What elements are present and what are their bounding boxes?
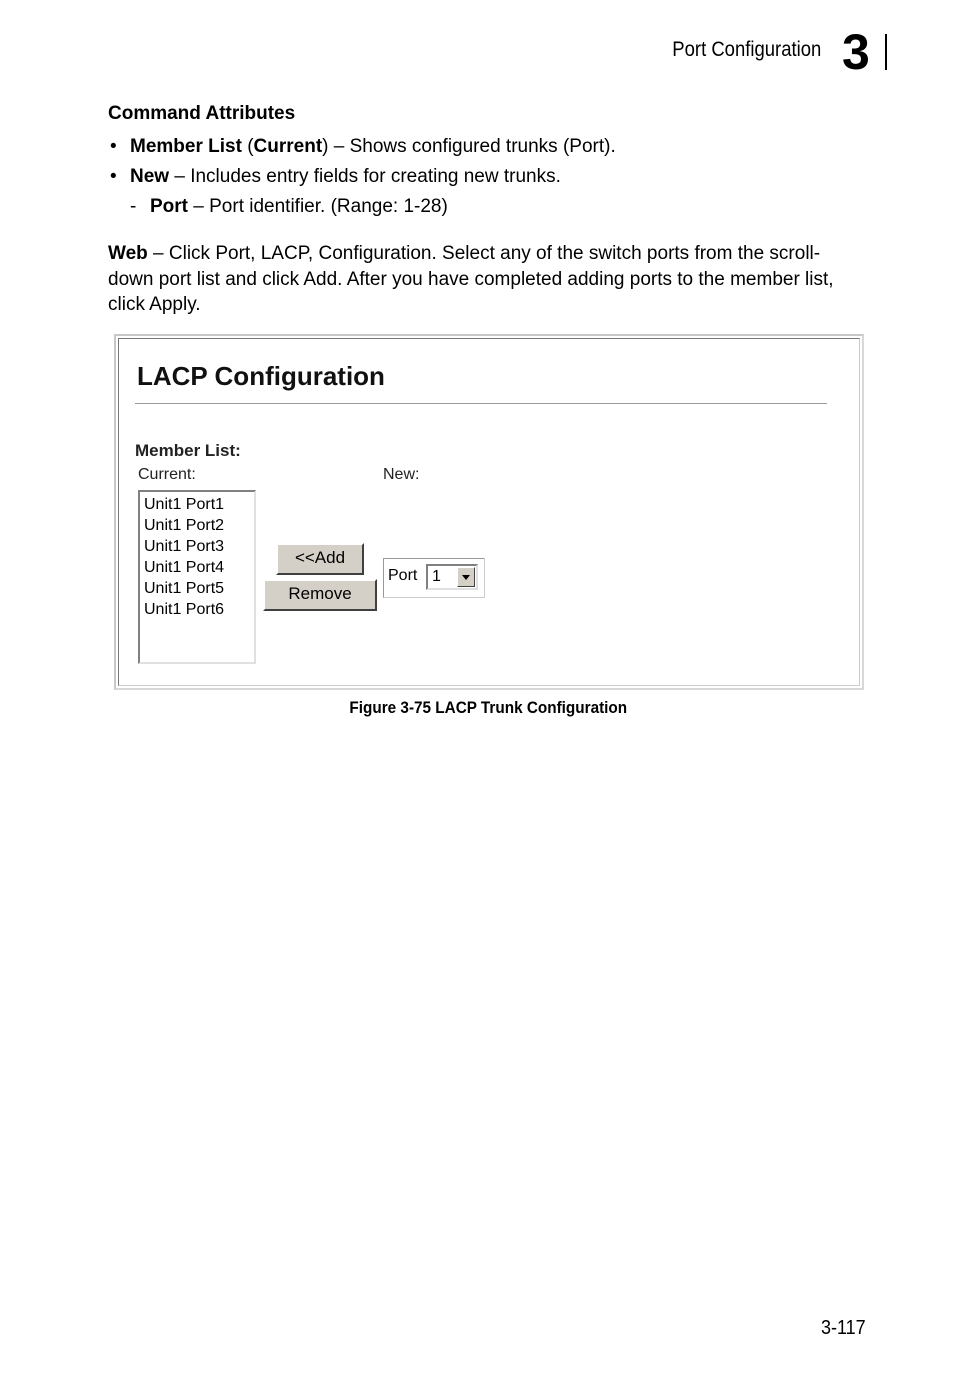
current-label: Current:	[138, 466, 196, 483]
sub-bullet-desc: – Port identifier. (Range: 1-28)	[188, 196, 448, 217]
figure-panel	[118, 338, 860, 686]
bullet-new	[110, 164, 561, 190]
lacp-config-title: LACP Configuration	[137, 361, 385, 391]
figure-screenshot	[114, 334, 864, 690]
sub-bullet-term: Port	[150, 196, 188, 217]
bullet-term: Member List	[130, 136, 242, 157]
list-item[interactable]: Unit1 Port4	[144, 559, 225, 576]
list-item[interactable]: Unit1 Port2	[144, 517, 225, 534]
port-select-value: 1	[432, 568, 441, 585]
web-desc: – Click Port, LACP, Configuration. Select any of the switch ports from the scroll-down port list and click Add. After you have completed adding ports to the member list, click Apply.	[108, 243, 834, 315]
list-item[interactable]: Unit1 Port1	[144, 496, 225, 513]
sub-bullet-port	[130, 194, 448, 220]
bullet-desc: – Shows configured trunks (Port).	[328, 136, 616, 157]
bullet-paren-term: Current	[253, 136, 323, 157]
web-instructions	[108, 241, 848, 318]
bullet-marker: •	[110, 166, 117, 187]
port-select[interactable]	[426, 564, 478, 590]
web-term: Web	[108, 243, 148, 264]
current-member-listbox[interactable]	[138, 490, 256, 664]
figure-caption-text: Figure 3-75 LACP Trunk Configuration	[349, 698, 627, 717]
list-item[interactable]: Unit1 Port6	[144, 601, 225, 618]
title-divider	[135, 403, 827, 405]
figure-caption	[0, 698, 954, 718]
bullet-member-list	[110, 134, 616, 160]
section-heading: Command Attributes	[108, 103, 296, 124]
page-number: 3-117	[821, 1317, 866, 1339]
paren-open: (	[241, 136, 254, 157]
header-section-title: Port Configuration	[672, 38, 821, 61]
list-item[interactable]: Unit1 Port3	[144, 538, 225, 555]
list-item[interactable]: Unit1 Port5	[144, 580, 225, 597]
paren-close: )	[322, 136, 329, 157]
new-entry-group	[383, 558, 485, 598]
port-label: Port	[388, 567, 418, 584]
bullet-desc: – Includes entry fields for creating new trunks.	[169, 166, 561, 187]
bullet-term: New	[130, 166, 170, 187]
add-button[interactable]: <<Add	[276, 543, 364, 575]
chevron-down-icon[interactable]	[457, 567, 475, 587]
chapter-number: 3	[842, 24, 870, 80]
remove-button[interactable]: Remove	[263, 579, 377, 611]
new-label: New:	[383, 466, 420, 483]
chapter-divider	[885, 34, 887, 70]
member-list-label: Member List:	[135, 441, 241, 460]
bullet-marker: •	[110, 136, 117, 157]
sub-bullet-marker: -	[130, 196, 137, 217]
